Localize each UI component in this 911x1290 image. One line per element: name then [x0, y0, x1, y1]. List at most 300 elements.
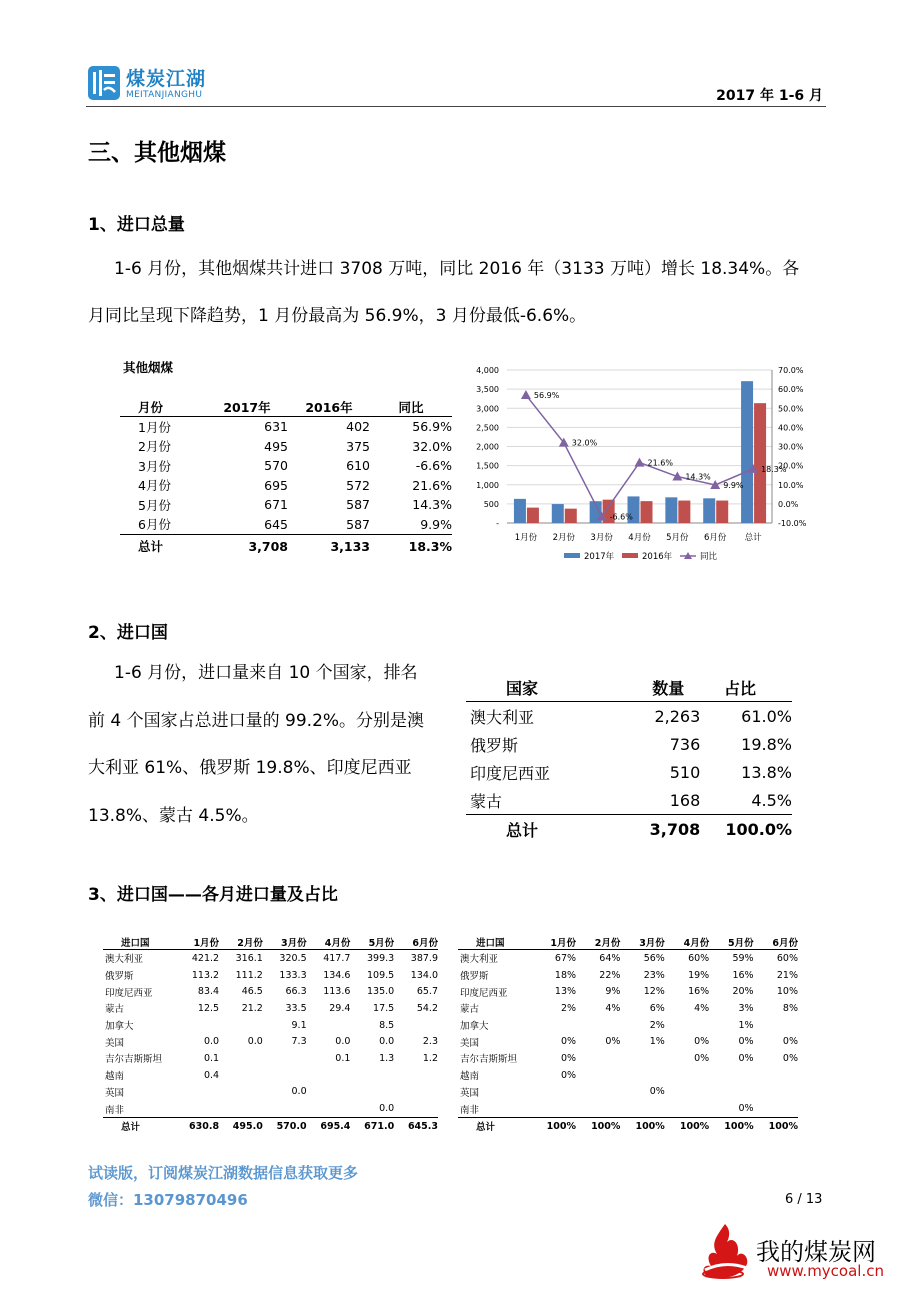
brand-logo-icon: [88, 66, 120, 100]
table-cell: 2.3: [422, 1036, 438, 1048]
table-cell: 572: [346, 477, 370, 493]
table-cell: 0.0: [379, 1103, 395, 1115]
table-cell: 64%: [599, 952, 621, 964]
table-row: [103, 1050, 438, 1067]
table-cell: 66.3: [285, 986, 307, 998]
table-cell: [754, 1017, 798, 1034]
table-row: [458, 1033, 798, 1050]
table-row: [458, 950, 798, 967]
yoy-data-label: 18.3%: [761, 464, 787, 474]
x-tick-label: 总计: [744, 533, 762, 543]
table-cell: 1%: [738, 1019, 754, 1031]
table-cell: 20%: [732, 986, 754, 998]
table-cell: [263, 1100, 307, 1117]
y-right-tick-label: 20.0%: [778, 461, 804, 471]
table-cell: 16%: [688, 986, 710, 998]
bar-2016年-2月份: [565, 509, 577, 523]
table-cell: 吉尔吉斯斯坦: [105, 1054, 163, 1066]
y-right-tick-label: 70.0%: [778, 366, 804, 375]
table-cell: 2%: [560, 1002, 577, 1014]
table-row: [466, 758, 792, 786]
watermark-name: 我的煤炭网: [756, 1238, 876, 1266]
x-tick-label: 2月份: [552, 533, 575, 543]
section-title: 三、其他烟煤: [88, 140, 226, 166]
table-cell: 631: [264, 419, 288, 435]
table-row: [120, 515, 452, 535]
table-cell: 2%: [649, 1019, 665, 1031]
table-cell: 168: [669, 790, 701, 810]
table-row: [103, 950, 438, 967]
monthly-import-table: [120, 398, 452, 557]
table-cell: 10%: [776, 986, 798, 998]
col-header: 同比: [370, 398, 452, 417]
subsection-title-country: 2、进口国: [88, 623, 168, 643]
col-header: 1月份: [532, 934, 576, 950]
bar-2017年-6月份: [703, 498, 715, 523]
table-cell: 19%: [688, 969, 710, 981]
table-cell: [709, 1084, 753, 1101]
table-cell: 0.0: [335, 1036, 351, 1048]
import-volume-chart: [462, 355, 814, 570]
table-cell: 29.4: [329, 1002, 351, 1014]
table-cell: 18%: [554, 969, 577, 981]
table-cell: 33.5: [285, 1002, 307, 1014]
intro-line-2: 月同比呈现下降趋势，1 月份最高为 56.9%，3 月份最低-6.6%。: [88, 306, 587, 326]
brand-name-en: MEITANJIANGHU: [126, 90, 203, 100]
table-cell: 570: [264, 458, 288, 474]
table-cell: 695.4: [307, 1117, 351, 1135]
table-cell: 英国: [460, 1087, 480, 1099]
bar-2017年-5月份: [665, 497, 677, 523]
table-cell: 19.8%: [741, 734, 792, 754]
table-cell: 12%: [643, 986, 665, 998]
table-cell: [754, 1067, 798, 1084]
col-header: 2月份: [576, 934, 620, 950]
bar-2017年-2月份: [552, 504, 564, 523]
y-left-tick-label: 1,500: [476, 461, 499, 471]
brand-name: 煤炭江湖: [126, 68, 207, 90]
table-cell: 美国: [460, 1037, 480, 1049]
page-number: 6 / 13: [785, 1192, 823, 1207]
table-cell: 645.3: [394, 1117, 438, 1135]
table-cell: 俄罗斯: [460, 971, 489, 983]
table-cell: 570.0: [263, 1117, 307, 1135]
table-cell: 2,263: [654, 706, 701, 726]
table-cell: 610: [346, 458, 370, 474]
y-left-tick-label: 4,000: [476, 366, 499, 375]
table-cell: 630.8: [175, 1117, 219, 1135]
col-header: 4月份: [665, 934, 709, 950]
table-cell: 587: [346, 497, 370, 513]
header-divider: [86, 106, 826, 107]
table-cell: [620, 1050, 664, 1067]
table-cell: 134.6: [323, 969, 351, 981]
y-right-tick-label: 0.0%: [778, 499, 799, 509]
table-cell: [394, 1100, 438, 1117]
table-cell: 0%: [694, 1036, 710, 1048]
table-cell: 1.3: [379, 1052, 395, 1064]
country-line-1: 1-6 月份，进口量来自 10 个国家，排名: [114, 663, 418, 683]
watermark-url: www.mycoal.cn: [767, 1262, 884, 1280]
table-cell: 0.0: [379, 1036, 395, 1048]
table-cell: 100%: [532, 1117, 576, 1135]
table-cell: 印度尼西亚: [460, 987, 508, 999]
table-total-row: [103, 1117, 438, 1135]
yoy-data-label: -6.6%: [609, 512, 633, 522]
table-cell: [665, 1100, 709, 1117]
yoy-marker: [635, 458, 645, 467]
table-cell: 俄罗斯: [470, 735, 519, 755]
logo-glyph-icon: [88, 66, 120, 100]
table-cell: 0%: [782, 1052, 798, 1064]
table-cell: 5月份: [138, 497, 171, 513]
table-cell: 21.6%: [412, 477, 452, 493]
table-cell: [754, 1084, 798, 1101]
table-cell: 3,133: [288, 535, 370, 558]
table-cell: 3,708: [206, 535, 288, 558]
table-cell: 0%: [560, 1036, 577, 1048]
table-cell: 0%: [694, 1052, 710, 1064]
table-cell: 671: [264, 497, 288, 513]
table-cell: 320.5: [279, 952, 307, 964]
y-right-tick-label: 50.0%: [778, 404, 804, 414]
x-tick-label: 6月份: [704, 533, 727, 543]
table-row: [103, 1000, 438, 1017]
table-row: [120, 495, 452, 515]
table-cell: 23%: [643, 969, 665, 981]
table-row: [103, 1100, 438, 1117]
y-left-tick-label: -: [496, 519, 499, 528]
table-cell: 645: [264, 516, 288, 532]
table-cell: 46.5: [241, 986, 263, 998]
table-header-row: [458, 934, 798, 950]
table-total-row: [466, 815, 792, 844]
table-header-row: [120, 398, 452, 417]
y-left-tick-label: 500: [483, 499, 499, 509]
table-cell: 65.7: [416, 986, 438, 998]
table-cell: [307, 1100, 351, 1117]
table-cell: [263, 1067, 307, 1084]
table-cell: 59%: [732, 952, 754, 964]
col-header: 4月份: [307, 934, 351, 950]
table-cell: 吉尔吉斯斯坦: [460, 1054, 518, 1066]
col-header: 进口国: [103, 934, 175, 950]
col-header: 数量: [611, 674, 700, 702]
y-left-tick-label: 2,500: [476, 423, 499, 433]
table-cell: [665, 1084, 709, 1101]
table-cell: 109.5: [366, 969, 395, 981]
table-cell: 134.0: [410, 969, 438, 981]
table-cell: 18.3%: [370, 535, 452, 558]
table-cell: 83.4: [197, 986, 220, 998]
legend-label: 同比: [700, 552, 718, 562]
y-left-tick-label: 1,000: [476, 480, 499, 490]
table-cell: 111.2: [235, 969, 263, 981]
yoy-marker: [521, 390, 531, 399]
table-row: [458, 1067, 798, 1084]
table-cell: [532, 1100, 576, 1117]
col-header: 2016年: [288, 398, 370, 417]
col-header: 国家: [466, 674, 611, 702]
table-cell: 495: [264, 438, 288, 454]
table-cell: [576, 1067, 620, 1084]
table-cell: 2月份: [138, 439, 171, 455]
table-cell: 100%: [620, 1117, 664, 1135]
table1-caption: 其他烟煤: [123, 360, 174, 375]
yoy-data-label: 9.9%: [723, 480, 744, 490]
table-cell: 1.2: [422, 1052, 438, 1064]
table-cell: 总计: [466, 815, 611, 844]
table-cell: 8%: [782, 1002, 798, 1014]
table-row: [458, 1100, 798, 1117]
table-row: [103, 1017, 438, 1034]
bar-2016年-6月份: [716, 501, 728, 523]
table-cell: 0.0: [247, 1036, 263, 1048]
country-line-3: 大利亚 61%、俄罗斯 19.8%、印度尼西亚: [88, 758, 412, 778]
x-tick-label: 3月份: [590, 533, 613, 543]
table-cell: 9%: [605, 986, 621, 998]
table-cell: 0%: [560, 1069, 577, 1081]
table-cell: 421.2: [191, 952, 220, 964]
table-row: [103, 1084, 438, 1101]
col-header: 占比: [700, 674, 792, 702]
table-cell: 0%: [738, 1103, 754, 1115]
y-left-tick-label: 3,000: [476, 404, 499, 414]
table-cell: 402: [346, 419, 370, 435]
table-cell: 22%: [599, 969, 621, 981]
country-line-4: 13.8%、蒙古 4.5%。: [88, 805, 259, 826]
table-cell: 越南: [460, 1071, 480, 1083]
table-cell: 60%: [776, 952, 798, 964]
table-cell: 澳大利亚: [460, 954, 499, 966]
table-cell: 0.0: [291, 1086, 307, 1098]
table-cell: 4%: [694, 1002, 710, 1014]
col-header: 1月份: [175, 934, 219, 950]
bar-2016年-1月份: [527, 508, 539, 523]
legend-label: 2016年: [642, 552, 673, 562]
table-cell: [394, 1084, 438, 1101]
intro-line-1: 1-6 月份，其他烟煤共计进口 3708 万吨，同比 2016 年（3133 万吨）增长 18.34%。各: [114, 259, 800, 279]
table-cell: 澳大利亚: [470, 707, 535, 727]
table-cell: 蒙古: [470, 791, 503, 811]
col-header: 6月份: [754, 934, 798, 950]
col-header: 6月份: [394, 934, 438, 950]
mycoal-flame-icon: [697, 1220, 753, 1280]
table-cell: [532, 1084, 576, 1101]
table-cell: 100%: [576, 1117, 620, 1135]
table-cell: 67%: [554, 952, 577, 964]
table-row: [466, 702, 792, 731]
table-cell: 0.1: [203, 1052, 220, 1064]
monthly-volume-by-country-table: [103, 934, 438, 1135]
table-cell: 加拿大: [105, 1021, 134, 1033]
table-cell: 0%: [738, 1052, 754, 1064]
y-right-tick-label: 10.0%: [778, 480, 804, 490]
report-period: 2017 年 1-6 月: [716, 88, 823, 104]
table-row: [120, 437, 452, 457]
y-right-tick-label: 30.0%: [778, 442, 804, 452]
table-cell: 399.3: [366, 952, 395, 964]
table-row: [103, 967, 438, 984]
table-cell: [175, 1100, 219, 1117]
table-cell: 6月份: [138, 517, 171, 533]
table-cell: [576, 1050, 620, 1067]
table-cell: 60%: [688, 952, 710, 964]
table-cell: [307, 1017, 351, 1034]
table-cell: 印度尼西亚: [470, 763, 551, 783]
table-cell: 9.9%: [420, 516, 452, 532]
table-cell: 南非: [460, 1104, 480, 1116]
country-line-2: 前 4 个国家占总进口量的 99.2%。分别是澳: [88, 710, 425, 731]
table-cell: 南非: [105, 1104, 125, 1116]
table-cell: 总计: [120, 535, 206, 558]
table-total-row: [120, 535, 452, 558]
table-header-row: [103, 934, 438, 950]
x-tick-label: 1月份: [514, 533, 538, 543]
table-cell: 17.5: [373, 1002, 395, 1014]
table-cell: 8.5: [379, 1019, 395, 1031]
table-cell: 100.0%: [700, 815, 792, 844]
table-row: [103, 1067, 438, 1084]
wechat-contact: 微信：13079870496: [88, 1191, 248, 1209]
table-cell: [219, 1067, 263, 1084]
table-cell: 100%: [709, 1117, 753, 1135]
table-cell: 13.8%: [741, 762, 792, 782]
col-header: 2月份: [219, 934, 263, 950]
col-header: 2017年: [206, 398, 288, 417]
table-cell: 英国: [105, 1087, 125, 1099]
table-cell: 736: [669, 734, 701, 754]
table-cell: 澳大利亚: [105, 954, 144, 966]
bar-2016年-总计: [754, 403, 766, 523]
table-cell: 蒙古: [105, 1004, 125, 1016]
table-cell: 0%: [782, 1036, 798, 1048]
table-cell: 587: [346, 516, 370, 532]
table-cell: [532, 1017, 576, 1034]
table-row: [458, 967, 798, 984]
table-cell: 1%: [649, 1036, 665, 1048]
table-cell: 135.0: [366, 986, 395, 998]
monthly-share-by-country-table: [458, 934, 798, 1135]
table-cell: 695: [264, 477, 288, 493]
table-cell: [576, 1084, 620, 1101]
table-cell: 12.5: [197, 1002, 220, 1014]
table-cell: [175, 1084, 219, 1101]
table-cell: 0%: [560, 1052, 577, 1064]
table-cell: 113.2: [191, 969, 220, 981]
table-cell: 1月份: [138, 419, 171, 435]
table-total-row: [458, 1117, 798, 1135]
table-cell: 0%: [649, 1086, 665, 1098]
table-row: [458, 983, 798, 1000]
col-header: 5月份: [350, 934, 394, 950]
table-row: [466, 730, 792, 758]
table-cell: 0%: [738, 1036, 754, 1048]
legend-label: 2017年: [584, 552, 615, 562]
table-cell: 54.2: [416, 1002, 438, 1014]
promo-text: 试读版，订阅煤炭江湖数据信息获取更多: [88, 1164, 359, 1182]
table-cell: 0.0: [203, 1036, 220, 1048]
legend-swatch: [622, 553, 638, 558]
table-cell: 375: [346, 438, 370, 454]
table-cell: 加拿大: [460, 1021, 489, 1033]
table-cell: 0%: [605, 1036, 621, 1048]
table-cell: [394, 1067, 438, 1084]
table-cell: 495.0: [219, 1117, 263, 1135]
yoy-data-label: 32.0%: [571, 438, 598, 448]
table-row: [103, 1033, 438, 1050]
legend-swatch: [564, 553, 580, 558]
table-cell: 14.3%: [412, 497, 452, 513]
table-cell: [263, 1050, 307, 1067]
table-cell: 113.6: [323, 986, 351, 998]
table-cell: [576, 1100, 620, 1117]
table-cell: 56.9%: [412, 419, 452, 435]
table-cell: [219, 1017, 263, 1034]
table-cell: [350, 1067, 394, 1084]
y-left-tick-label: 2,000: [476, 442, 499, 452]
table-row: [458, 1084, 798, 1101]
table-cell: 316.1: [235, 952, 263, 964]
table-cell: [754, 1100, 798, 1117]
table-row: [120, 456, 452, 476]
table-cell: -6.6%: [415, 458, 452, 474]
table-cell: [175, 1017, 219, 1034]
x-tick-label: 4月份: [628, 533, 651, 543]
table-row: [103, 983, 438, 1000]
country-share-table: [466, 674, 792, 843]
table-cell: 0.4: [203, 1069, 220, 1081]
table-cell: 21.2: [241, 1002, 263, 1014]
table-cell: 总计: [458, 1117, 532, 1135]
col-header: 3月份: [620, 934, 664, 950]
bar-2016年-5月份: [678, 501, 690, 523]
bar-2016年-4月份: [641, 501, 653, 523]
table-cell: 9.1: [291, 1019, 307, 1031]
table-cell: [665, 1067, 709, 1084]
yoy-data-label: 14.3%: [685, 472, 711, 482]
table-cell: 蒙古: [460, 1004, 480, 1016]
y-right-tick-label: -10.0%: [778, 519, 807, 528]
table-cell: 4月份: [138, 478, 171, 494]
col-header: 进口国: [458, 934, 532, 950]
table-cell: [620, 1100, 664, 1117]
table-cell: 417.7: [323, 952, 351, 964]
table-cell: [219, 1100, 263, 1117]
table-header-row: [466, 674, 792, 702]
table-cell: 4%: [605, 1002, 621, 1014]
subsection-title-monthly: 3、进口国——各月进口量及占比: [88, 885, 338, 905]
table-cell: [307, 1084, 351, 1101]
table-cell: [350, 1084, 394, 1101]
y-left-tick-label: 3,500: [476, 385, 499, 395]
country-paragraph: [88, 650, 448, 840]
table-cell: 7.3: [291, 1036, 307, 1048]
table-cell: 3月份: [138, 458, 171, 474]
table-cell: [219, 1050, 263, 1067]
table-cell: 100%: [754, 1117, 798, 1135]
table-cell: 6%: [649, 1002, 665, 1014]
y-right-tick-label: 40.0%: [778, 423, 804, 433]
table-row: [458, 1050, 798, 1067]
table-row: [120, 476, 452, 496]
table-cell: [307, 1067, 351, 1084]
intro-paragraph: [88, 246, 828, 340]
table-cell: 671.0: [350, 1117, 394, 1135]
col-header: 月份: [120, 398, 206, 417]
y-right-tick-label: 60.0%: [778, 385, 804, 395]
table-cell: [620, 1067, 664, 1084]
